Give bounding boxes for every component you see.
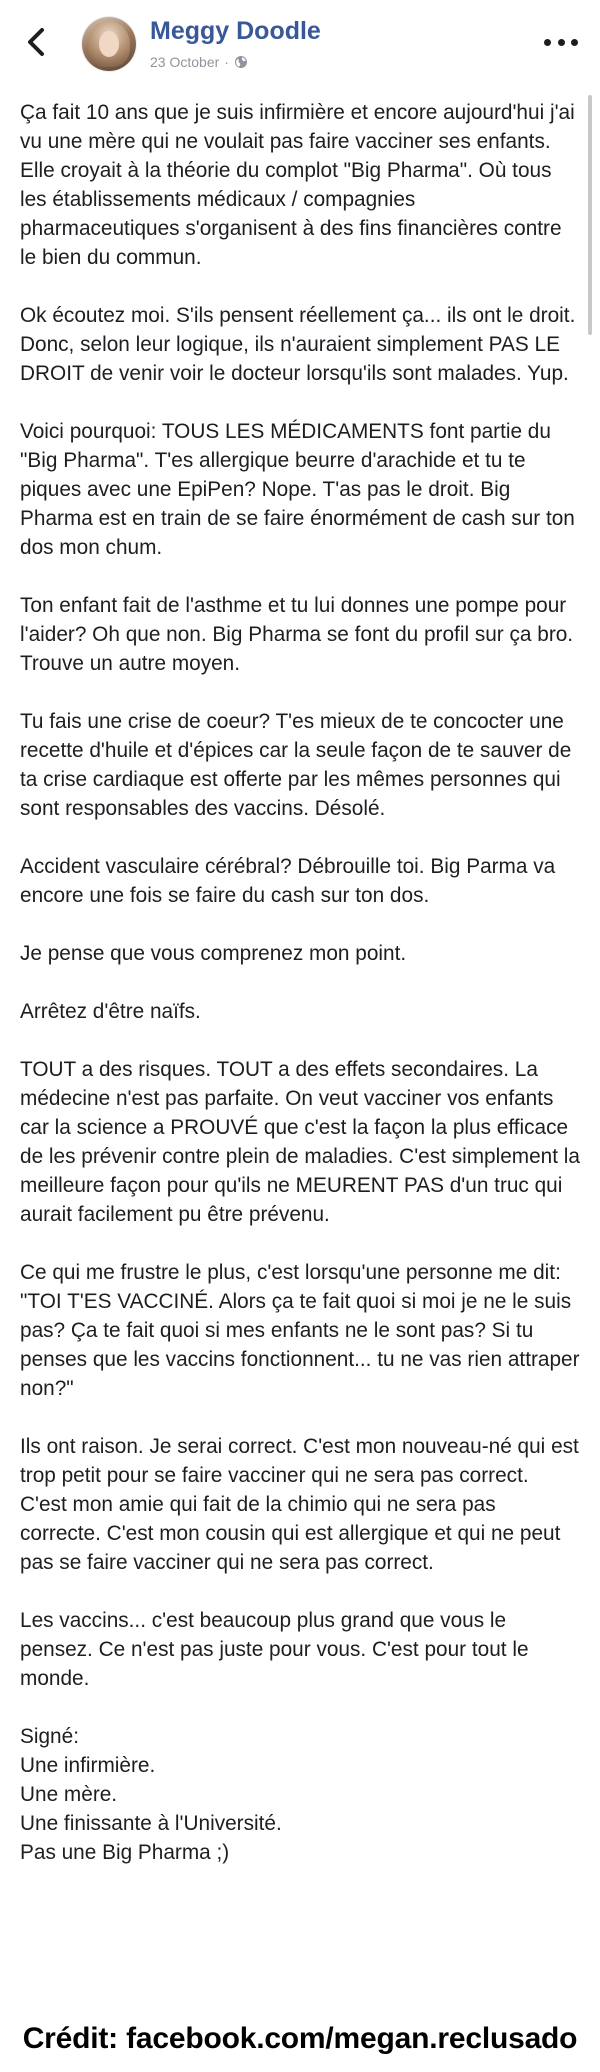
meta-separator: · (224, 54, 229, 70)
post-paragraph: Arrêtez d'être naïfs. (20, 1000, 201, 1023)
avatar[interactable] (82, 17, 136, 71)
post-signature: Signé: Une infirmière. Une mère. Une finissante à l'Université. Pas une Big Pharma ;) (20, 1725, 282, 1864)
more-options-dot (544, 39, 551, 46)
post-paragraph: Ils ont raison. Je serai correct. C'est mon nouveau-né qui est trop petit pour se faire vacciner qui ne sera pas correct. C'est mon amie qui fait de la chimio qui ne sera pas correcte. C'est mon cousin qui est allergique et qui ne peut pas se faire vacciner qui ne sera pas correct. (20, 1435, 579, 1574)
post-paragraph: Voici pourquoi: TOUS LES MÉDICAMENTS font partie du "Big Pharma". T'es allergique beurre d'arachide et tu te piques avec une EpiPen? Nope. T'as pas le droit. Big Pharma est en train de se faire énormément de cash sur ton dos mon chum. (20, 420, 575, 559)
credit-caption: Crédit: facebook.com/megan.reclusado (22, 2022, 578, 2055)
post-paragraph: Je pense que vous comprenez mon point. (20, 942, 407, 965)
more-options-button[interactable] (544, 30, 578, 54)
globe-icon[interactable] (234, 55, 248, 69)
post-paragraph: Tu fais une crise de coeur? T'es mieux de te concocter une recette d'huile et d'épices car la seule façon de te sauver de ta crise cardiaque est offerte par les mêmes personnes qui sont responsables des vaccins. Désolé. (20, 710, 572, 820)
chevron-left-icon (22, 22, 52, 62)
post-paragraph: Ton enfant fait de l'asthme et tu lui donnes une pompe pour l'aider? Oh que non. Big Pharma se font du profil sur ça bro. Trouve un autre moyen. (20, 594, 574, 675)
post-body (20, 98, 580, 1867)
more-options-dot (571, 39, 578, 46)
post-meta (150, 54, 248, 70)
post-paragraph: Les vaccins... c'est beaucoup plus grand que vous le pensez. Ce n'est pas juste pour vous. C'est pour tout le monde. (20, 1609, 529, 1690)
scrollbar[interactable] (588, 95, 592, 335)
back-button[interactable] (22, 22, 52, 62)
post-paragraph: Ok écoutez moi. S'ils pensent réellement ça... ils ont le droit. Donc, selon leur logique, ils n'auraient simplement PAS LE DROIT de venir voir le docteur lorsqu'ils sont malades. Yup. (20, 304, 576, 385)
post-paragraph: Ça fait 10 ans que je suis infirmière et encore aujourd'hui j'ai vu une mère qui ne voulait pas faire vacciner ses enfants. Elle croyait à la théorie du complot "Big Pharma". Où tous les établissements médicaux / compagnies pharmaceutiques s'organisent à des fins financières contre le bien du commun. (20, 101, 575, 269)
post-header (0, 0, 600, 80)
more-options-dot (558, 39, 565, 46)
post-paragraph: Accident vasculaire cérébral? Débrouille toi. Big Parma va encore une fois se faire du cash sur ton dos. (20, 855, 556, 907)
post-paragraph: Ce qui me frustre le plus, c'est lorsqu'une personne me dit: "TOI T'ES VACCINÉ. Alors ça te fait quoi si moi je ne le suis pas? Ça te fait quoi si mes enfants ne le sont pas? Si tu penses que les vaccins fonctionnent... tu ne vas rien attraper non?" (20, 1261, 580, 1400)
post-date[interactable]: 23 October (150, 54, 220, 70)
author-name[interactable]: Meggy Doodle (150, 17, 321, 45)
post-paragraph: TOUT a des risques. TOUT a des effets secondaires. La médecine n'est pas parfaite. On veut vacciner vos enfants car la science a PROUVÉ que c'est la façon la plus efficace de les prévenir contre plein de maladies. C'est simplement la meilleure façon pour qu'ils ne MEURENT PAS d'un truc qui aurait facilement pu être prévenu. (20, 1058, 580, 1226)
avatar-face (99, 31, 119, 57)
